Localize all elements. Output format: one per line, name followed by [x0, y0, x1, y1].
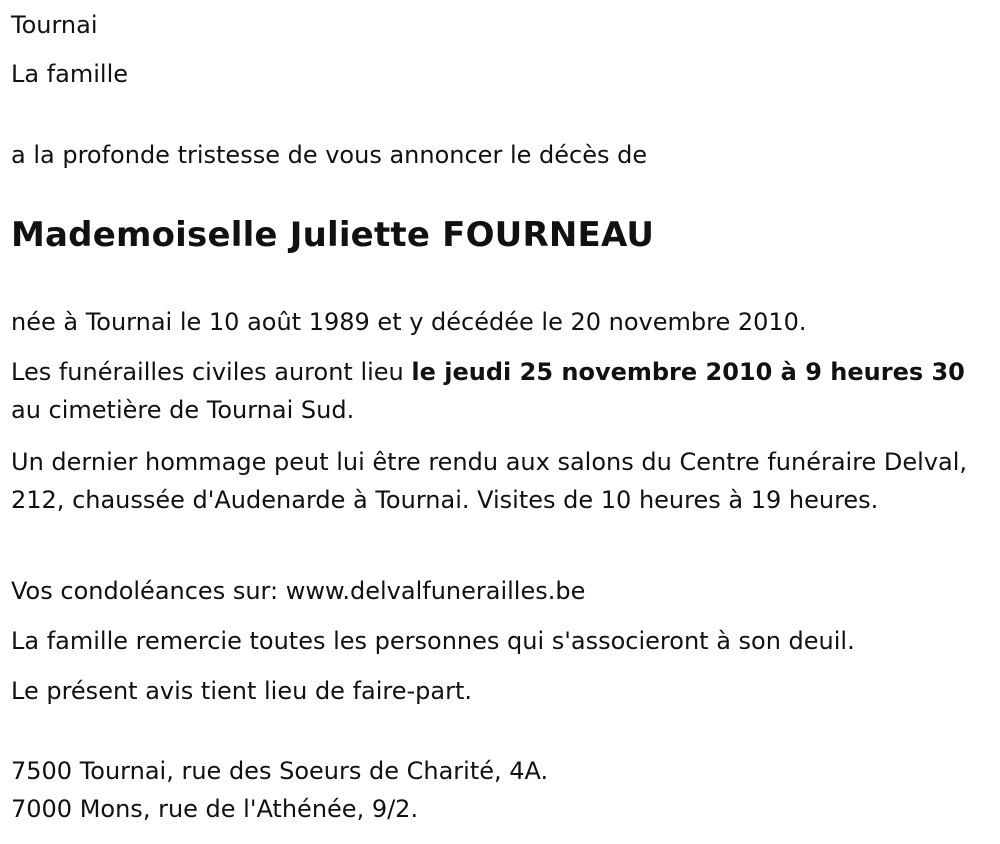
family-line: La famille — [11, 60, 129, 88]
address-mons: 7000 Mons, rue de l'Athénée, 9/2. — [11, 795, 419, 823]
funeral-text-before: Les funérailles civiles auront lieu — [11, 358, 412, 386]
deceased-name: Mademoiselle Juliette FOURNEAU — [11, 215, 655, 255]
city-line: Tournai — [11, 11, 98, 39]
funeral-text-after: au cimetière de Tournai Sud. — [11, 396, 355, 424]
condolences-text: Vos condoléances sur: www.delvalfunerailles.be — [11, 577, 586, 605]
intro-text: a la profonde tristesse de vous annoncer le décès de — [11, 141, 648, 169]
thanks-text: La famille remercie toutes les personnes qui s'associeront à son deuil. — [11, 627, 855, 655]
funeral-text — [11, 353, 986, 429]
tribute-text: Un dernier hommage peut lui être rendu aux salons du Centre funéraire Delval, 212, chaussée d'Audenarde à Tournai. Visites de 10 heures à 19 heures. — [11, 448, 968, 514]
address-tournai: 7500 Tournai, rue des Soeurs de Charité, 4A. — [11, 757, 549, 785]
birth-death-text: née à Tournai le 10 août 1989 et y décédée le 20 novembre 2010. — [11, 308, 807, 336]
funeral-date: le jeudi 25 novembre 2010 à 9 heures 30 — [411, 358, 965, 386]
notice-text: Le présent avis tient lieu de faire-part. — [11, 677, 473, 705]
